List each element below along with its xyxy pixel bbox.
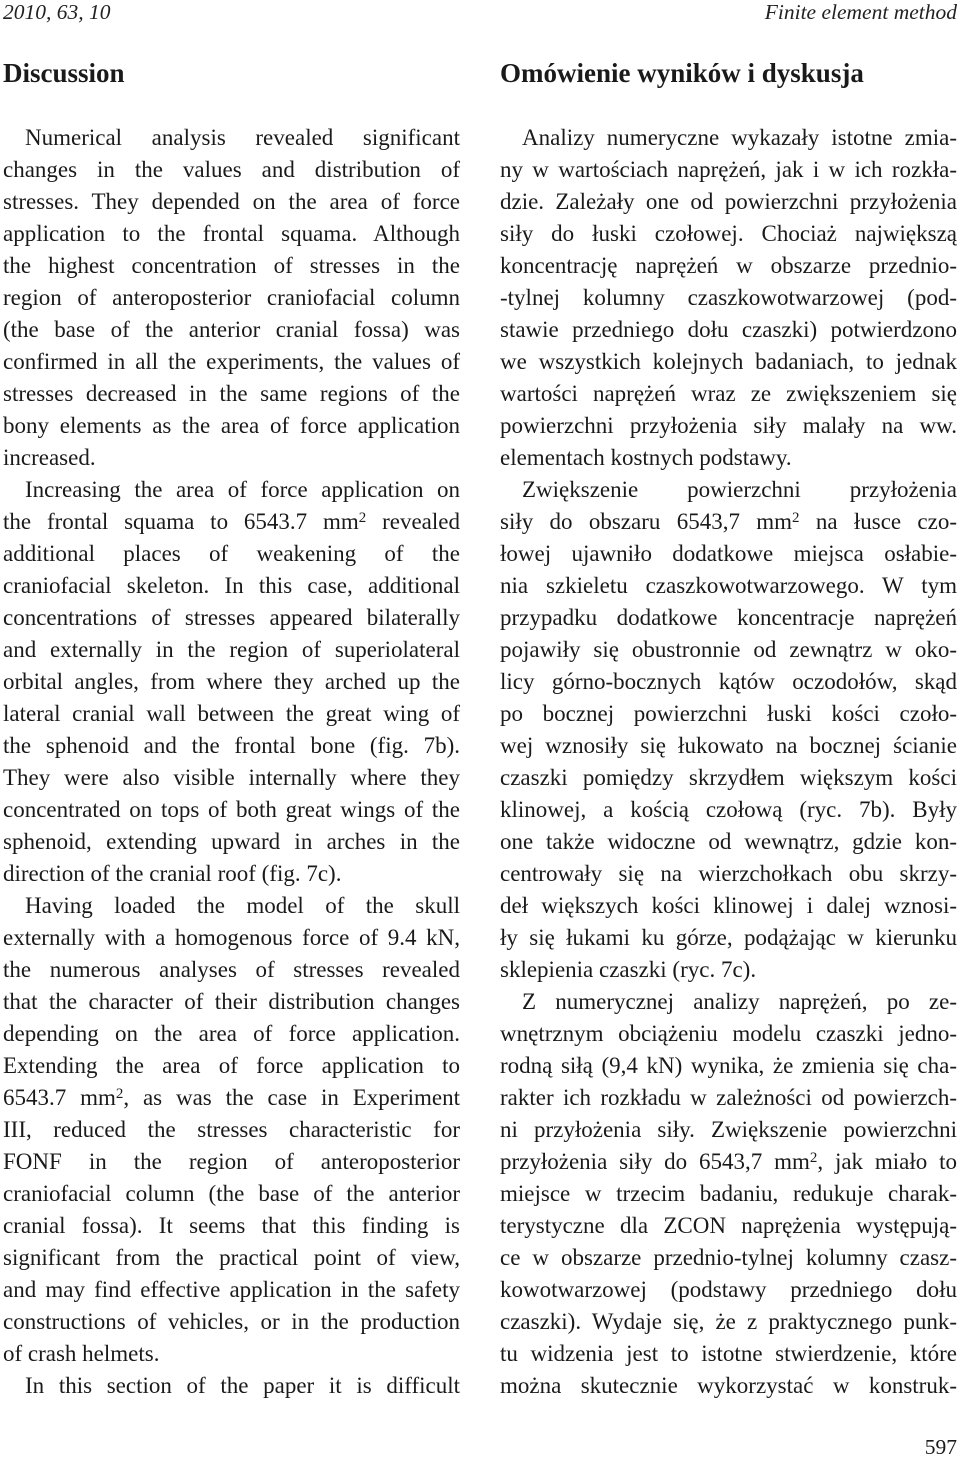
- text-line: rakter ich rozkładu w zależności od powierzch-: [500, 1085, 957, 1110]
- text-run: the frontal squama to 6543.7 mm: [3, 509, 359, 534]
- paragraph: [500, 986, 957, 1402]
- text-line: ni przyłożenia siły. Zwiększenie powierzchni: [500, 1117, 957, 1142]
- text-line: III, reduced the stresses characteristic for: [3, 1117, 460, 1142]
- text-line: rodną siłą (9,4 kN) wynika, że zmienia się cha-: [500, 1053, 957, 1078]
- running-head-title: Finite element method: [764, 0, 957, 24]
- text-line: cranial fossa). It seems that this finding is: [3, 1213, 460, 1238]
- text-line: stresses. They depended on the area of force: [3, 189, 460, 214]
- text-line: They were also visible internally where they: [3, 765, 460, 790]
- text-line: koncentrację naprężeń w obszarze przednio-: [500, 253, 957, 278]
- text-line: FONF in the region of anteroposterior: [3, 1149, 460, 1174]
- text-line: [3, 506, 460, 538]
- text-line: one także widoczne od wewnątrz, gdzie kon-: [500, 829, 957, 854]
- text-line: In this section of the paper it is difficult: [25, 1373, 460, 1398]
- text-run: siły do obszaru 6543,7 mm: [500, 509, 793, 534]
- text-line: klinowej, a kością czołową (ryc. 7b). Były: [500, 797, 957, 822]
- paragraph: [3, 1370, 460, 1402]
- text-line: significant from the practical point of view,: [3, 1245, 460, 1270]
- text-line: Increasing the area of force application on: [25, 477, 460, 502]
- text-run: 6543.7 mm: [3, 1085, 116, 1110]
- text-line: Having loaded the model of the skull: [25, 893, 460, 918]
- text-line: wnętrznym obciążeniu modelu czaszki jedno-: [500, 1021, 957, 1046]
- text-line: ły się łukami ku górze, podążając w kierunku: [500, 925, 957, 950]
- text-line: licy górno-bocznych kątów oczodołów, skąd: [500, 669, 957, 694]
- text-line: pojawiły się obustronnie od zewnątrz w oko-: [500, 637, 957, 662]
- text-line: terystyczne dla ZCON naprężenia występują-: [500, 1213, 957, 1238]
- text-line: craniofacial column (the base of the anterior: [3, 1181, 460, 1206]
- text-line: elementach kostnych podstawy.: [500, 445, 792, 470]
- text-line: -tylnej kolumny czaszkowotwarzowej (pod-: [500, 285, 957, 310]
- text-line: application to the frontal squama. Although: [3, 221, 460, 246]
- text-run: , as was the case in Experiment: [123, 1085, 460, 1110]
- paragraph: [3, 122, 460, 474]
- text-line: changes in the values and distribution of: [3, 157, 460, 182]
- text-line: można skutecznie wykorzystać w konstruk-: [500, 1373, 957, 1398]
- paragraph: [500, 474, 957, 986]
- superscript: 2: [792, 509, 800, 526]
- text-line: and may find effective application in the safety: [3, 1277, 460, 1302]
- text-line: kowotwarzowej (podstawy przedniego dołu: [500, 1277, 957, 1302]
- text-line: łowej ujawniło dodatkowe miejsca osłabie-: [500, 541, 957, 566]
- superscript: 2: [809, 1149, 818, 1166]
- text-line: and externally in the region of superiolateral: [3, 637, 460, 662]
- column-english: [3, 122, 460, 1402]
- text-line: (the base of the anterior cranial fossa) was: [3, 317, 460, 342]
- text-line: stawie przedniego dołu czaszki) potwierdzono: [500, 317, 957, 342]
- section-heading-polish: Omówienie wyników i dyskusja: [500, 58, 864, 88]
- text-line: po bocznej powierzchni łuski kości czoło-: [500, 701, 957, 726]
- text-line: [3, 1082, 460, 1114]
- text-line: Z numerycznej analizy naprężeń, po ze-: [522, 989, 957, 1014]
- running-head-citation: 2010, 63, 10: [3, 0, 111, 24]
- text-line: sphenoid, extending upward in arches in the: [3, 829, 460, 854]
- text-line: sklepienia czaszki (ryc. 7c).: [500, 957, 757, 982]
- paragraph: [3, 890, 460, 1370]
- column-polish: [500, 122, 957, 1402]
- text-line: the numerous analyses of stresses revealed: [3, 957, 460, 982]
- text-run: przyłożenia siły do 6543,7 mm: [500, 1149, 810, 1174]
- page-number: 597: [924, 1435, 957, 1459]
- section-heading-english: Discussion: [3, 58, 125, 88]
- text-line: additional places of weakening of the: [3, 541, 460, 566]
- text-line: orbital angles, from where they arched up the: [3, 669, 460, 694]
- text-line: we wszystkich kolejnych badaniach, to jednak: [500, 349, 957, 374]
- text-line: [500, 506, 957, 538]
- text-line: powierzchni przyłożenia siły malały na ww.: [500, 413, 957, 438]
- text-line: dzie. Zależały one od powierzchni przyłożenia: [500, 189, 957, 214]
- text-line: bony elements as the area of force application: [3, 413, 460, 438]
- text-line: deł większych kości klinowej i dalej wznosi-: [500, 893, 957, 918]
- text-line: czaszki). Wydaje się, że z praktycznego punk-: [500, 1309, 957, 1334]
- text-line: [500, 1146, 957, 1178]
- text-line: concentrated on tops of both great wings of the: [3, 797, 460, 822]
- text-line: craniofacial skeleton. In this case, additional: [3, 573, 460, 598]
- text-line: miejsce w trzecim badaniu, redukuje charak-: [500, 1181, 957, 1206]
- text-line: ny w wartościach naprężeń, jak i w ich rozkła-: [500, 157, 957, 182]
- text-line: the sphenoid and the frontal bone (fig. 7b).: [3, 733, 460, 758]
- text-line: constructions of vehicles, or in the production: [3, 1309, 460, 1334]
- text-line: confirmed in all the experiments, the values of: [3, 349, 460, 374]
- paragraph: [500, 122, 957, 474]
- text-line: depending on the area of force application.: [3, 1021, 460, 1046]
- text-line: nia szkieletu czaszkowotwarzowego. W tym: [500, 573, 957, 598]
- text-run: , jak miało to: [817, 1149, 957, 1174]
- text-line: region of anteroposterior craniofacial column: [3, 285, 460, 310]
- paragraph: [3, 474, 460, 890]
- text-line: the highest concentration of stresses in the: [3, 253, 460, 278]
- text-line: Extending the area of force application to: [3, 1053, 460, 1078]
- text-line: tu widzenia jest to istotne stwierdzenie, które: [500, 1341, 957, 1366]
- text-run: na łusce czo-: [799, 509, 957, 534]
- text-line: centrowały się na wierzchołkach obu skrzy-: [500, 861, 957, 886]
- text-line: siły do łuski czołowej. Chociaż największą: [500, 221, 957, 246]
- text-line: concentrations of stresses appeared bilaterally: [3, 605, 460, 630]
- text-line: przypadku dodatkowe koncentracje naprężeń: [500, 605, 957, 630]
- text-line: Numerical analysis revealed significant: [25, 125, 460, 150]
- text-line: wartości naprężeń wraz ze zwiększeniem się: [500, 381, 957, 406]
- superscript: 2: [115, 1085, 124, 1102]
- text-line: wej wznosiły się łukowato na bocznej ścianie: [500, 733, 957, 758]
- text-run: revealed: [366, 509, 460, 534]
- text-line: increased.: [3, 445, 96, 470]
- text-line: ce w obszarze przednio-tylnej kolumny czasz-: [500, 1245, 957, 1270]
- text-line: lateral cranial wall between the great wing of: [3, 701, 460, 726]
- text-line: externally with a homogenous force of 9.4 kN,: [3, 925, 460, 950]
- text-line: stresses decreased in the same regions of the: [3, 381, 460, 406]
- text-line: Analizy numeryczne wykazały istotne zmia-: [522, 125, 957, 150]
- text-line: direction of the cranial roof (fig. 7c).: [3, 861, 342, 886]
- text-line: of crash helmets.: [3, 1341, 160, 1366]
- text-line: that the character of their distribution changes: [3, 989, 460, 1014]
- text-line: Zwiększenie powierzchni przyłożenia: [522, 477, 957, 502]
- superscript: 2: [358, 509, 367, 526]
- text-line: czaszki pomiędzy skrzydłem większym kości: [500, 765, 957, 790]
